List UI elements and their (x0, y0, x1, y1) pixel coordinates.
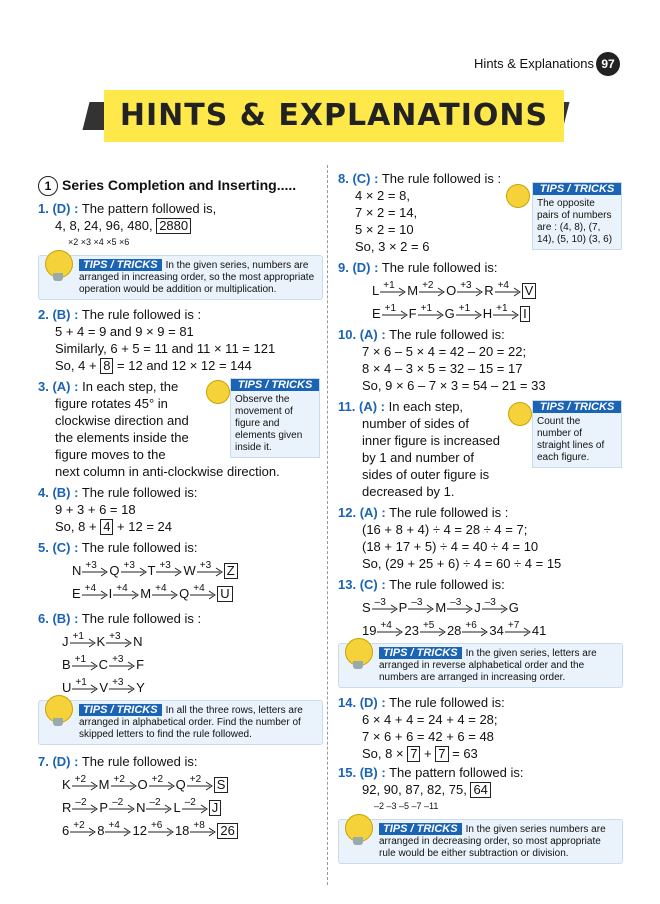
lightbulb-icon (206, 380, 230, 404)
q11-line6: decreased by 1. (362, 484, 455, 499)
sequence-term: N (136, 800, 146, 815)
lightbulb-icon (45, 695, 73, 723)
q15-text: The pattern followed is: (389, 765, 524, 780)
sequence-answer: 26 (217, 823, 237, 839)
sequence-arrow (494, 279, 522, 297)
q1-series: 4, 8, 24, 96, 480, (55, 218, 153, 233)
tips-label: TIPS / TRICKS (533, 401, 621, 413)
sequence-arrow (69, 819, 97, 837)
sequence-operator: +4 (155, 582, 167, 594)
sequence-arrow (481, 596, 509, 614)
sequence-row (62, 676, 323, 696)
q1-answer: (D) : (52, 201, 79, 216)
sequence-arrow (104, 819, 132, 837)
sequence-term: M (407, 283, 419, 298)
lightbulb-icon (345, 814, 373, 842)
sequence-operator: –3 (484, 596, 496, 608)
q6-text: The rule followed is : (81, 611, 202, 626)
q10-line2: 8 × 4 – 3 × 5 = 32 – 15 = 17 (362, 361, 523, 376)
q3-line3: clockwise direction and (55, 413, 189, 428)
sequence-arrow (196, 559, 224, 577)
sequence-operator: +3 (112, 676, 124, 688)
q5-text: The rule followed is: (81, 540, 198, 555)
q2-line3a: So, 4 + (55, 358, 97, 373)
sequence-arrow (147, 819, 175, 837)
q4-box: 4 (100, 519, 113, 535)
q11-line2: number of sides of (362, 416, 469, 431)
q9-text: The rule followed is: (381, 260, 498, 275)
q3-line5: figure moves to the (55, 447, 166, 462)
sequence-term: 6 (62, 823, 70, 838)
sequence-term: K (96, 634, 106, 649)
sequence-operator: –2 (184, 796, 196, 808)
sequence-row (72, 559, 323, 579)
sequence-term: U (62, 680, 72, 695)
sequence-term: 28 (446, 623, 462, 638)
sequence-term: P (398, 600, 408, 615)
sequence-operator: +2 (422, 279, 434, 291)
sequence-arrow (148, 773, 176, 791)
sequence-term: Q (175, 777, 186, 792)
q12-number: 12. (338, 505, 357, 520)
sequence-term: S (362, 600, 371, 615)
q15-tip (338, 819, 623, 864)
q6-answer: (B) : (52, 611, 79, 626)
sequence-arrow (189, 582, 217, 600)
q4 (38, 484, 323, 535)
q10 (338, 326, 623, 394)
sequence-row (62, 773, 323, 793)
q14-box2: 7 (435, 746, 448, 762)
q14 (338, 694, 623, 762)
q5-number: 5. (38, 540, 49, 555)
sequence-term: N (133, 634, 143, 649)
lightbulb-icon (508, 402, 532, 426)
sequence-operator: +2 (189, 773, 202, 785)
q8-tip (532, 182, 622, 250)
sequence-arrow (81, 559, 109, 577)
tips-label: TIPS / TRICKS (379, 823, 462, 835)
sequence-arrow (419, 619, 447, 637)
sequence-arrow (69, 630, 97, 648)
q6-number: 6. (38, 611, 49, 626)
sequence-term: M (435, 600, 447, 615)
tips-label: TIPS / TRICKS (79, 704, 162, 716)
q8-line4: So, 3 × 2 = 6 (355, 239, 430, 254)
sequence-operator: +3 (123, 559, 135, 571)
column-divider (327, 165, 328, 885)
sequence-term: E (72, 586, 81, 601)
q11-line3: inner figure is increased (362, 433, 501, 448)
sequence-term: J (62, 634, 69, 649)
q11-answer: (A) : (358, 399, 385, 414)
sequence-term: 18 (174, 823, 190, 838)
sequence-arrow (71, 653, 99, 671)
q5-sequence (38, 559, 323, 602)
sequence-arrow (461, 619, 489, 637)
q2-number: 2. (38, 307, 49, 322)
sequence-term: B (62, 657, 71, 672)
sequence-operator: +2 (73, 819, 85, 831)
q5-answer: (C) : (52, 540, 79, 555)
sequence-term: R (484, 283, 494, 298)
sequence-operator: –3 (411, 596, 423, 608)
sequence-answer: J (209, 800, 222, 816)
sequence-row (362, 619, 623, 639)
sequence-row (72, 582, 323, 602)
sequence-answer: Z (224, 563, 238, 579)
sequence-operator: +6 (465, 619, 477, 631)
q12-text: The rule followed is : (389, 505, 509, 520)
q6-tip-text: In all the three rows, letters are arranged in alphabetical order. Find the number of skipped letters to find the rule followed. (79, 705, 303, 740)
sequence-operator: +4 (193, 582, 205, 594)
sequence-row (62, 796, 323, 816)
q12-answer: (A) : (359, 505, 386, 520)
q14-answer: (D) : (359, 695, 386, 710)
q6-sequence (38, 630, 323, 696)
tips-label: TIPS / TRICKS (79, 259, 162, 271)
q13-tip-text: In the given series, letters are arranged in reverse alphabetical order and the numbers are arranged in increasing order. (379, 648, 597, 683)
q13 (338, 576, 623, 688)
sequence-term: G (444, 306, 455, 321)
q3-line1: In each step, the (82, 379, 179, 394)
sequence-arrow (381, 302, 409, 320)
q2-box: 8 (100, 358, 113, 374)
sequence-operator: +8 (193, 819, 205, 831)
sequence-row (362, 596, 623, 616)
q8-answer: (C) : (352, 171, 379, 186)
sequence-arrow (108, 796, 136, 814)
sequence-row (372, 279, 623, 299)
sequence-operator: +5 (422, 619, 435, 631)
sequence-row (372, 302, 623, 322)
lightbulb-icon (506, 184, 530, 208)
q4-line2b: + 12 = 24 (117, 519, 172, 534)
sequence-arrow (155, 559, 183, 577)
q11-line5: sides of outer figure is (362, 467, 490, 482)
sequence-arrow (186, 773, 214, 791)
sequence-operator: +1 (458, 302, 471, 314)
q5 (38, 539, 323, 602)
q9-answer: (D) : (352, 260, 379, 275)
q15-series: 92, 90, 87, 82, 75, (362, 782, 467, 797)
q1-multipliers: ×2 ×3 ×4 ×5 ×6 (68, 237, 130, 247)
sequence-arrow (145, 796, 173, 814)
q12-line2: (18 + 17 + 5) ÷ 4 = 40 ÷ 4 = 10 (362, 539, 539, 554)
q10-text: The rule followed is: (389, 327, 505, 342)
sequence-operator: –3 (374, 596, 386, 608)
lightbulb-icon (45, 250, 73, 278)
q3 (38, 378, 323, 480)
sequence-operator: +4 (84, 582, 97, 594)
sequence-operator: –2 (112, 796, 124, 808)
sequence-term: 12 (132, 823, 147, 838)
q3-tip (230, 378, 320, 458)
q3-tip-text: Observe the movement of figure and elements given inside it. (235, 394, 303, 453)
left-column (38, 176, 323, 841)
q2 (38, 306, 323, 374)
sequence-arrow (407, 596, 435, 614)
sequence-term: M (140, 586, 152, 601)
sequence-term: I (108, 586, 113, 601)
sequence-term: K (62, 777, 71, 792)
sequence-term: E (372, 306, 381, 321)
sequence-row (62, 630, 323, 650)
q15-tip-text: In the given series numbers are arranged in decreasing order, so most appropriate rule would be either subtraction or division. (379, 824, 606, 859)
sequence-answer: I (520, 306, 530, 322)
right-column (338, 170, 623, 870)
q14-text: The rule followed is: (389, 695, 505, 710)
sequence-arrow (108, 653, 136, 671)
q12 (338, 504, 623, 572)
sequence-operator: +1 (383, 279, 395, 291)
q4-answer: (B) : (52, 485, 79, 500)
sequence-arrow (379, 279, 407, 297)
sequence-operator: –2 (75, 796, 87, 808)
q6-tip (38, 700, 323, 745)
running-title: Hints & Explanations (474, 56, 594, 71)
sequence-arrow (112, 582, 140, 600)
sequence-term: 34 (489, 623, 504, 638)
q3-line4: the elements inside the (55, 430, 189, 445)
sequence-operator: +1 (75, 676, 87, 688)
q14-plus: + (424, 746, 432, 761)
tips-label: TIPS / TRICKS (533, 183, 621, 195)
sequence-term: F (408, 306, 417, 321)
q14-line1: 6 × 4 + 4 = 24 + 4 = 28; (362, 712, 498, 727)
sequence-operator: +2 (151, 773, 164, 785)
sequence-arrow (71, 773, 99, 791)
q13-tip (338, 643, 623, 688)
sequence-arrow (151, 582, 179, 600)
q7-sequence (38, 773, 323, 839)
q2-text: The rule followed is : (81, 307, 202, 322)
sequence-operator: +4 (116, 582, 128, 594)
q1-tip-text: In the given series, numbers are arranged in increasing order, so the most appropriate operation would be addition or multiplication. (79, 260, 315, 295)
sequence-term: T (147, 563, 156, 578)
q11-line1: In each step, (388, 399, 464, 414)
sequence-answer: U (217, 586, 232, 602)
sequence-arrow (418, 279, 446, 297)
sequence-operator: +3 (85, 559, 97, 571)
sequence-arrow (455, 302, 483, 320)
sequence-term: R (62, 800, 72, 815)
sequence-operator: +7 (507, 619, 520, 631)
q11-tip-text: Count the number of straight lines of each figure. (537, 416, 605, 463)
q11 (338, 398, 623, 500)
sequence-term: 19 (362, 623, 377, 638)
q9-sequence (338, 279, 623, 322)
q4-number: 4. (38, 485, 49, 500)
sequence-operator: +4 (108, 819, 120, 831)
q1-tip (38, 255, 323, 300)
q14-line3b: = 63 (452, 746, 478, 761)
sequence-arrow (71, 676, 99, 694)
q13-sequence (338, 596, 623, 639)
lightbulb-icon (345, 638, 373, 666)
q2-line2: Similarly, 6 + 5 = 11 and 11 × 11 = 121 (55, 341, 276, 356)
page-number: 97 (596, 52, 620, 76)
q3-line6: next column in anti-clockwise direction. (55, 464, 280, 479)
q4-line2a: So, 8 + (55, 519, 97, 534)
q6 (38, 610, 323, 745)
sequence-row (62, 653, 323, 673)
sequence-arrow (71, 796, 99, 814)
sequence-arrow (446, 596, 474, 614)
q3-number: 3. (38, 379, 49, 394)
q12-line1: (16 + 8 + 4) ÷ 4 = 28 ÷ 4 = 7; (362, 522, 528, 537)
sequence-operator: +3 (460, 279, 472, 291)
sequence-arrow (105, 630, 133, 648)
sequence-term: H (482, 306, 493, 321)
sequence-arrow (189, 819, 217, 837)
q1-series-answer: 2880 (156, 218, 191, 234)
sequence-operator: +2 (113, 773, 125, 785)
sequence-term: V (99, 680, 109, 695)
q11-tip (532, 400, 622, 468)
sequence-term: G (508, 600, 519, 615)
sequence-operator: +1 (384, 302, 397, 314)
q10-line1: 7 × 6 – 5 × 4 = 42 – 20 = 22; (362, 344, 527, 359)
q1 (38, 200, 323, 300)
q11-line4: by 1 and number of (362, 450, 475, 465)
sequence-term: W (183, 563, 196, 578)
q10-number: 10. (338, 327, 357, 342)
sequence-term: 23 (404, 623, 419, 638)
q14-box1: 7 (407, 746, 420, 762)
q7 (38, 753, 323, 839)
q10-line3: So, 9 × 6 – 7 × 3 = 54 – 21 = 33 (362, 378, 546, 393)
sequence-operator: +2 (74, 773, 87, 785)
sequence-operator: +4 (380, 619, 392, 631)
section-heading (38, 176, 323, 196)
q2-line3b: = 12 and 12 × 12 = 144 (117, 358, 252, 373)
sequence-operator: +3 (112, 653, 124, 665)
q4-text: The rule followed is: (81, 485, 198, 500)
q8-line1: 4 × 2 = 8, (355, 188, 410, 203)
q1-text: The pattern followed is, (81, 201, 217, 216)
q8-number: 8. (338, 171, 349, 186)
sequence-answer: S (214, 777, 229, 793)
sequence-operator: +1 (72, 630, 84, 642)
sequence-term: N (72, 563, 82, 578)
q8-line3: 5 × 2 = 10 (355, 222, 414, 237)
q2-answer: (B) : (52, 307, 79, 322)
q7-text: The rule followed is: (81, 754, 198, 769)
sequence-term: F (136, 657, 145, 672)
sequence-operator: –3 (450, 596, 462, 608)
q3-answer: (A) : (52, 379, 79, 394)
q1-number: 1. (38, 201, 49, 216)
sequence-arrow (371, 596, 399, 614)
sequence-answer: V (522, 283, 537, 299)
q15-series-answer: 64 (470, 782, 490, 798)
q14-line3a: So, 8 × (362, 746, 404, 761)
sequence-term: Y (136, 680, 145, 695)
q4-line1: 9 + 3 + 6 = 18 (55, 502, 136, 517)
sequence-term: L (173, 800, 181, 815)
sequence-arrow (81, 582, 109, 600)
sequence-arrow (181, 796, 209, 814)
section-title: Series Completion and Inserting..... (62, 177, 297, 193)
sequence-arrow (376, 619, 404, 637)
q15-number: 15. (338, 765, 357, 780)
sequence-row (62, 819, 323, 839)
q15-answer: (B) : (359, 765, 386, 780)
sequence-operator: +1 (420, 302, 433, 314)
sequence-arrow (120, 559, 148, 577)
q7-number: 7. (38, 754, 49, 769)
sequence-arrow (492, 302, 520, 320)
sequence-operator: +1 (496, 302, 508, 314)
q15-differences: –2 –3 –5 –7 –11 (374, 801, 439, 811)
sequence-operator: –2 (149, 796, 161, 808)
q8 (338, 170, 623, 255)
sequence-term: 8 (97, 823, 105, 838)
q8-tip-text: The opposite pairs of numbers are : (4, 8), (7, 14), (5, 10) (3, 6) (537, 198, 613, 245)
sequence-term: P (99, 800, 109, 815)
sequence-term: Q (179, 586, 190, 601)
q13-answer: (C) : (359, 577, 386, 592)
q9-number: 9. (338, 260, 349, 275)
q15 (338, 764, 623, 864)
sequence-term: C (98, 657, 109, 672)
q2-line1: 5 + 4 = 9 and 9 × 9 = 81 (55, 324, 194, 339)
sequence-operator: +3 (109, 630, 121, 642)
sequence-term: J (474, 600, 481, 615)
q7-answer: (D) : (52, 754, 79, 769)
tips-label: TIPS / TRICKS (379, 647, 462, 659)
sequence-operator: +3 (159, 559, 171, 571)
q12-line3: So, (29 + 25 + 6) ÷ 4 = 60 ÷ 4 = 15 (362, 556, 562, 571)
sequence-arrow (110, 773, 138, 791)
sequence-arrow (417, 302, 445, 320)
q3-line2: figure rotates 45° in (55, 396, 168, 411)
sequence-arrow (108, 676, 136, 694)
sequence-operator: +6 (150, 819, 163, 831)
q11-number: 11. (338, 399, 356, 414)
sequence-term: O (137, 777, 148, 792)
q9 (338, 259, 623, 322)
sequence-arrow (504, 619, 532, 637)
sequence-term: Q (109, 563, 120, 578)
sequence-term: M (98, 777, 110, 792)
q14-number: 14. (338, 695, 357, 710)
tips-label: TIPS / TRICKS (231, 379, 319, 391)
sequence-term: L (372, 283, 380, 298)
q13-number: 13. (338, 577, 357, 592)
q10-answer: (A) : (359, 327, 386, 342)
sequence-term: O (446, 283, 457, 298)
sequence-arrow (456, 279, 484, 297)
q8-line2: 7 × 2 = 14, (355, 205, 418, 220)
sequence-operator: +3 (199, 559, 212, 571)
sequence-operator: +1 (74, 653, 87, 665)
q13-text: The rule followed is: (389, 577, 505, 592)
q14-line2: 7 × 6 + 6 = 42 + 6 = 48 (362, 729, 494, 744)
q8-text: The rule followed is : (381, 171, 502, 186)
sequence-operator: +4 (497, 279, 509, 291)
page-title: HINTS & EXPLANATIONS (104, 90, 564, 142)
sequence-term: 41 (531, 623, 547, 638)
section-number: 1 (38, 176, 58, 196)
